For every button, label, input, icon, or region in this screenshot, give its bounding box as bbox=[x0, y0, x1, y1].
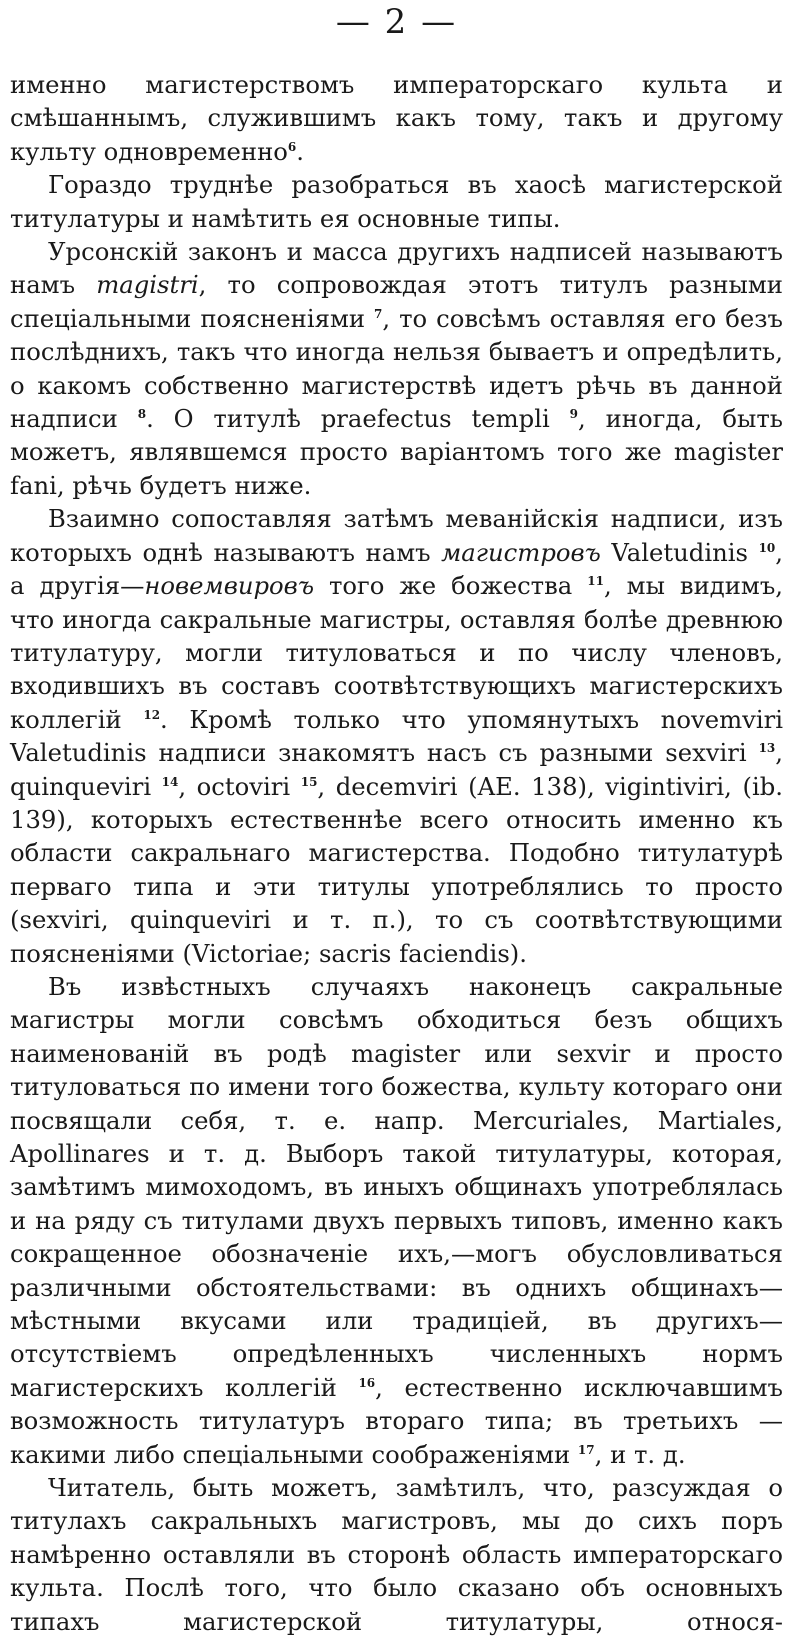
text-run: Урсонскій законъ и масса другихъ надписей называютъ намъ bbox=[10, 237, 783, 300]
page-number: — 2 — bbox=[335, 2, 458, 42]
text-run: . О титулѣ praefectus templi bbox=[146, 404, 570, 434]
footnote-marker: 12 bbox=[143, 707, 161, 722]
text-run: , и т. д. bbox=[594, 1439, 686, 1469]
paragraph bbox=[10, 502, 783, 970]
italic-term: magistri bbox=[96, 270, 199, 300]
footnote-marker: 16 bbox=[358, 1375, 376, 1390]
text-run: , quinquevirі bbox=[10, 738, 783, 801]
footnote-marker: 6 bbox=[287, 139, 297, 154]
text-run: Взаимно сопоставляя затѣмъ меванійскія надписи, изъ которыхъ однѣ называютъ намъ bbox=[10, 504, 783, 567]
text-run: , иногда, быть можетъ, являвшемся просто варіантомъ того же magister fani, рѣчь будетъ ниже. bbox=[10, 404, 783, 500]
paragraph bbox=[10, 1471, 783, 1638]
paragraph bbox=[10, 235, 783, 502]
paragraph bbox=[10, 68, 783, 168]
text-run: того же божества bbox=[314, 571, 588, 601]
footnote-marker: 9 bbox=[569, 406, 578, 421]
text-run: . Кромѣ только что упомянутыхъ novemviri Valetudinis надписи знакомятъ насъ съ разными sexviri bbox=[10, 704, 783, 768]
text-run: Valetudinis bbox=[600, 537, 759, 567]
text-run: , то совсѣмъ оставляя его безъ послѣднихъ, такъ что иногда нельзя бываетъ и опредѣлить, о какомъ собственно магистерствѣ идетъ рѣчь въ данной надписи bbox=[10, 303, 784, 434]
text-run: именно магистерствомъ императорскаго культа и смѣшаннымъ, служившимъ какъ тому, такъ и другому культу одновременно bbox=[10, 70, 783, 166]
text-run: , мы видимъ, что иногда сакральные магистры, оставляя болѣе древнюю титулатуру, могли титуловаться и по числу членовъ, входившихъ въ составъ соотвѣтствующихъ магистерскихъ коллегій bbox=[10, 571, 783, 734]
text-run: , то сопровождая этотъ титулъ разными спеціальными поясненіями bbox=[10, 270, 783, 333]
text-run: Въ извѣстныхъ случаяхъ наконецъ сакральные магистры могли совсѣмъ обходиться безъ общихъ наименованій въ родѣ magister или sexvir и просто титуловаться по имени того божества, культу котораго они посвящали себя, т. е. напр. Mercuriales, Martiales, Apollinares и т. д. Выборъ такой титулатуры, которая, замѣтимъ мимоходомъ, въ иныхъ общинахъ употреблялась и на ряду съ титулами двухъ первыхъ типовъ, именно какъ сокращенное обозначеніе ихъ,—могъ обусловливаться различными обстоятельствами: въ однихъ общинахъ—мѣстными вкусами или традиціей, въ другихъ—отсутствіемъ опредѣленныхъ численныхъ нормъ магистерскихъ коллегій bbox=[10, 971, 783, 1402]
footnote-marker: 8 bbox=[137, 406, 147, 421]
text-run: Гораздо труднѣе разобраться въ хаосѣ магистерской титулатуры и намѣтить ея основные типы. bbox=[10, 170, 783, 233]
footnote-marker: 15 bbox=[300, 774, 318, 789]
italic-term: новемвировъ bbox=[144, 571, 315, 601]
footnote-marker: 13 bbox=[758, 741, 776, 756]
footnote-marker: 7 bbox=[374, 306, 383, 321]
footnote-marker: 14 bbox=[161, 774, 179, 789]
text-run: , естественно исключавшимъ возможность титулатуръ втораго типа; въ третьихъ — какими либо спеціальными соображеніями bbox=[10, 1372, 784, 1469]
footnote-marker: 11 bbox=[587, 574, 604, 588]
text-run: Читатель, быть можетъ, замѣтилъ, что, разсуждая о титулахъ сакральныхъ магистровъ, мы до сихъ поръ намѣренно оставляли въ сторонѣ область императорскаго культа. Послѣ того, что было сказано объ основныхъ типахъ магистерской титулатуры, относя- bbox=[10, 1473, 783, 1636]
body-text bbox=[10, 68, 783, 1638]
text-run: , octoviri bbox=[178, 771, 301, 801]
text-run: . bbox=[296, 136, 305, 166]
footnote-marker: 17 bbox=[577, 1442, 595, 1457]
footnote-marker: 10 bbox=[758, 540, 776, 555]
paragraph bbox=[10, 970, 783, 1471]
paragraph bbox=[10, 168, 783, 235]
italic-term: магистровъ bbox=[441, 537, 601, 567]
text-run: , а другія— bbox=[10, 537, 783, 601]
text-run: , decemviri (AE. 138), vigintiviri, (ib. 139), которыхъ естественнѣе всего относить именно къ области сакральнаго магистерства. Подобно титулатурѣ перваго типа и эти титулы употреблялись то просто (sexviri, quinquevirі и т. п.), то съ соотвѣтствующими поясненіями (Victoriae; sacris faciendis). bbox=[10, 771, 783, 968]
